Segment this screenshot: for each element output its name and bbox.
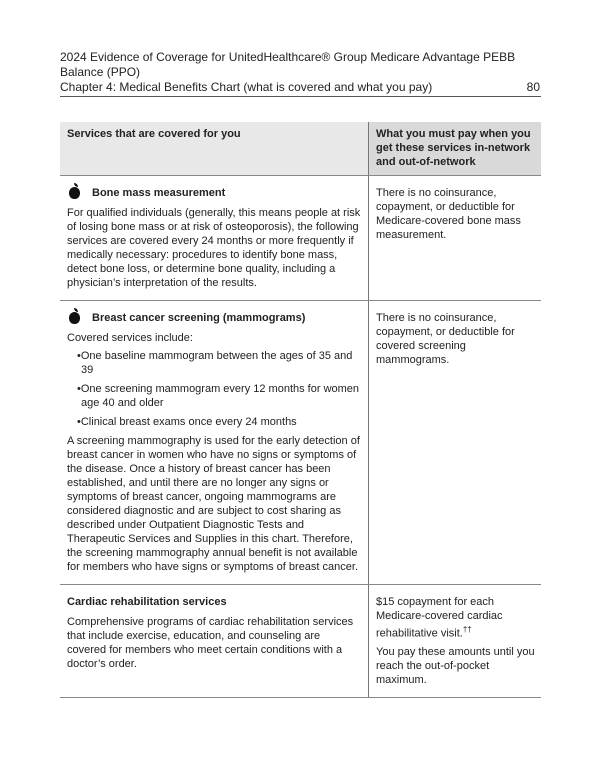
table-row [60,301,541,585]
service-title: Breast cancer screening (mammograms) [92,312,306,324]
apple-icon [69,312,80,324]
page-number: 80 [526,80,540,94]
footnote-marker: †† [462,625,472,634]
cost-text: There is no coinsurance, copayment, or deductible for Medicare-covered bone mass measurement. [376,187,521,241]
service-title: Cardiac rehabilitation services [67,596,227,608]
document-header [60,50,540,95]
header-title: 2024 Evidence of Coverage for UnitedHealthcare® Group Medicare Advantage PEBB Balance (PPO) [60,50,516,79]
list-item: • One screening mammogram every 12 months for women age 40 and older [81,382,362,410]
service-description: A screening mammography is used for the early detection of breast cancer in women who have no signs or symptoms of the disease. Once a history of breast cancer has been established, and until there are no longer any signs or symptoms of breast cancer, ongoing mammograms are considered diagnostic and are subject to cost sharing as described under Outpatient Diagnostic Tests and Therapeutic Services and Supplies in this chart. Therefore, the screening mammography annual benefit is not available for members who have signs or symptoms of breast cancer. [67,435,360,573]
service-description: For qualified individuals (generally, this means people at risk of losing bone mass or at risk of osteoporosis), the following services are covered every 24 months or more frequently if medically necessary: procedures to identify bone mass, detect bone loss, or determine bone quality, including a physician’s interpretation of the results. [67,207,361,289]
cost-text: There is no coinsurance, copayment, or deductible for covered screening mammograms. [376,312,515,366]
cost-text: $15 copayment for each Medicare-covered cardiac rehabilitative visit. [376,596,503,640]
column-header-services: Services that are covered for you [60,122,369,176]
service-intro: Covered services include: [67,332,193,344]
header-divider [60,96,541,97]
table-row [60,585,541,698]
service-description: Comprehensive programs of cardiac rehabilitation services that include exercise, education, and counseling are covered for members who meet certain conditions with a doctor’s order. [67,616,354,670]
chapter-title: Chapter 4: Medical Benefits Chart (what is covered and what you pay) [60,80,433,94]
table-header [60,122,541,176]
column-header-cost: What you must pay when you get these services in-network and out-of-network [369,122,542,176]
table-row [60,176,541,301]
list-item: • One baseline mammogram between the ages of 35 and 39 [81,349,362,377]
list-item: • Clinical breast exams once every 24 months [81,415,362,429]
covered-list [67,349,362,429]
cost-note: You pay these amounts until you reach the out-of-pocket maximum. [376,645,535,686]
service-title: Bone mass measurement [92,187,226,199]
benefits-table [60,122,541,698]
apple-icon [69,187,80,199]
